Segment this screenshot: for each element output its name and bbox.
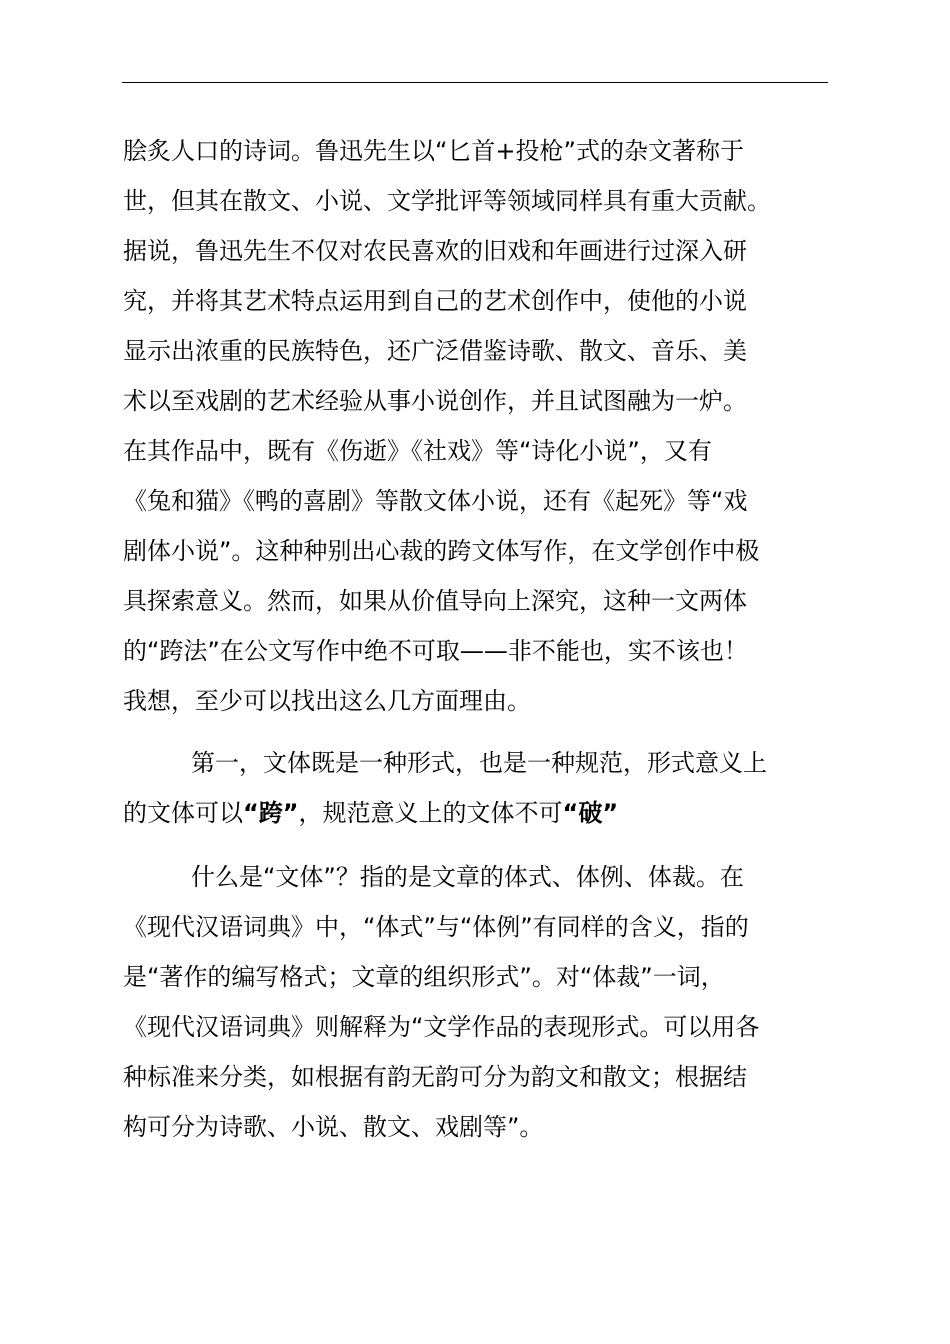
heading-bold-text: “破” <box>562 799 619 827</box>
text-line: 《现代汉语词典》则解释为“文学作品的表现形式。可以用各 <box>123 1013 760 1041</box>
text-line: 《现代汉语词典》中，“体式”与“体例”有同样的含义，指的 <box>123 913 749 941</box>
text-line: 我想，至少可以找出这么几方面理由。 <box>123 687 531 715</box>
text-line: 《兔和猫》《鸭的喜剧》等散文体小说，还有《起死》等“戏 <box>123 487 748 515</box>
header-rule <box>122 82 828 83</box>
text-line: 具探索意义。然而，如果从价值导向上深究，这种一文两体 <box>123 587 747 615</box>
text-line: 的“跨法”在公文写作中绝不可取——非不能也，实不该也！ <box>123 637 748 665</box>
heading-line: 第一，文体既是一种形式，也是一种规范，形式意义上 <box>191 749 767 777</box>
text-line: 世，但其在散文、小说、文学批评等领域同样具有重大贡献。 <box>123 187 771 215</box>
text-line: 构可分为诗歌、小说、散文、戏剧等”。 <box>123 1113 544 1141</box>
text-line: 术以至戏剧的艺术经验从事小说创作，并且试图融为一炉。 <box>123 387 747 415</box>
text-line: 在其作品中，既有《伤逝》《社戏》等“诗化小说”，又有 <box>123 437 712 465</box>
text-line: 种标准来分类，如根据有韵无韵可分为韵文和散文；根据结 <box>123 1063 747 1091</box>
text-line: 究，并将其艺术特点运用到自己的艺术创作中，使他的小说 <box>123 287 747 315</box>
heading-line <box>123 798 843 828</box>
heading-text: ，规范意义上的文体不可 <box>298 799 563 827</box>
heading-bold-text: “跨” <box>243 799 299 827</box>
text-line: 据说，鲁迅先生不仅对农民喜欢的旧戏和年画进行过深入研 <box>123 237 747 265</box>
text-line: 是“著作的编写格式；文章的组织形式”。对“体裁”一词， <box>123 963 725 991</box>
text-line: 脍炙人口的诗词。鲁迅先生以“匕首+投枪”式的杂文著称于 <box>123 137 744 165</box>
text-line: 剧体小说”。这种种别出心裁的跨文体写作，在文学创作中极 <box>123 537 760 565</box>
text-line: 显示出浓重的民族特色，还广泛借鉴诗歌、散文、音乐、美 <box>123 337 747 365</box>
heading-text: 的文体可以 <box>123 799 243 827</box>
text-line: 什么是“文体”？指的是文章的体式、体例、体裁。在 <box>191 863 744 891</box>
